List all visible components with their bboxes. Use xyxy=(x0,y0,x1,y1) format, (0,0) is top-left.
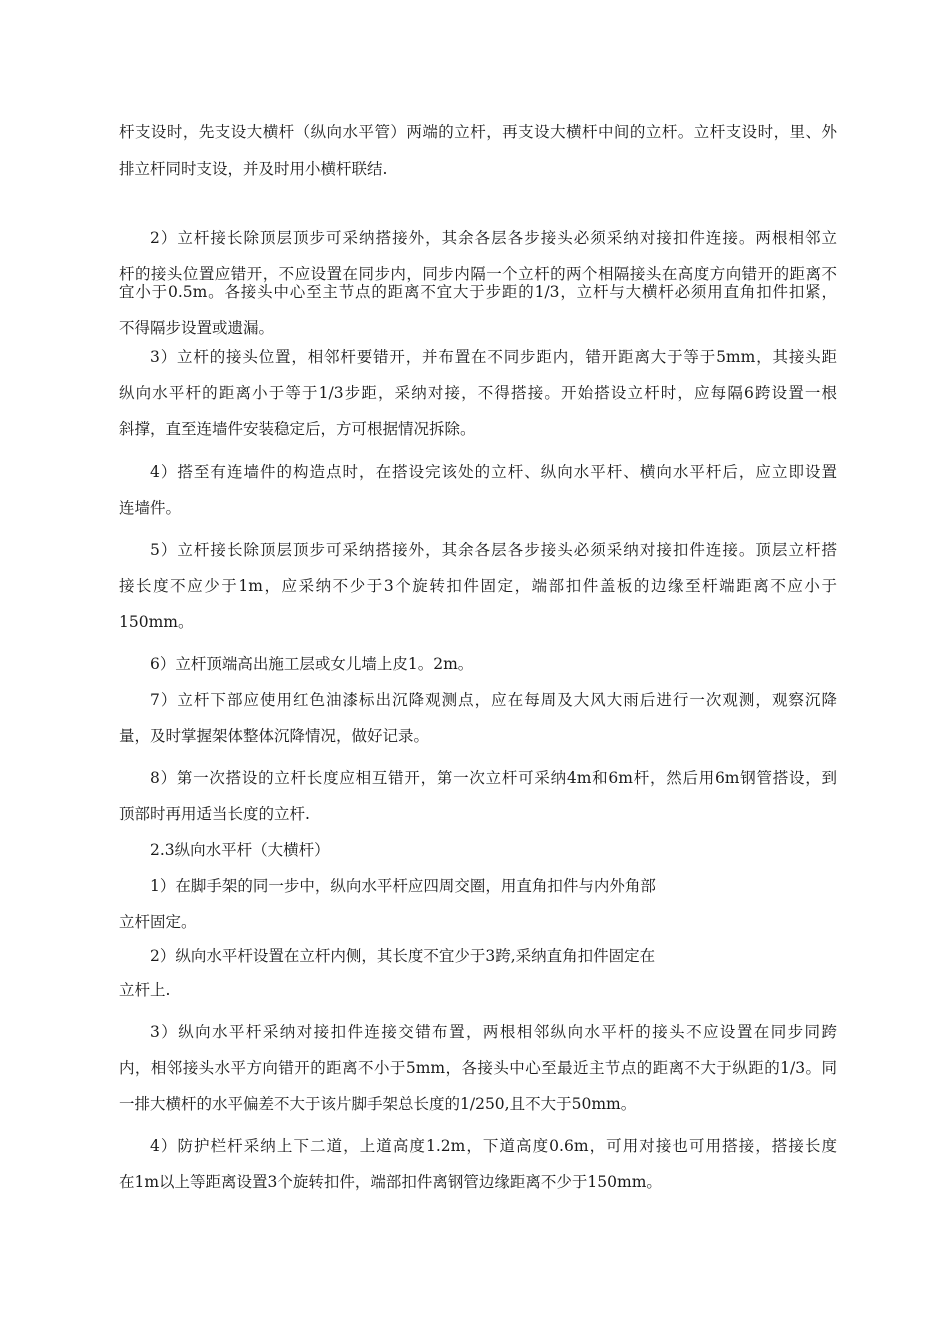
text-line: 4）搭至有连墙件的构造点时，在搭设完该处的立杆、纵向水平杆、横向水平杆后，应立即设置 xyxy=(150,463,837,481)
text-line: 150mm。 xyxy=(119,613,194,631)
text-line: 2）纵向水平杆设置在立杆内侧，其长度不宜少于3跨,采纳直角扣件固定在 xyxy=(150,947,656,965)
text-line: 1）在脚手架的同一步中，纵向水平杆应四周交圈，用直角扣件与内外角部 xyxy=(150,877,656,895)
text-line: 3）纵向水平杆采纳对接扣件连接交错布置，两根相邻纵向水平杆的接头不应设置在同步同跨 xyxy=(150,1023,837,1041)
text-line: 6）立杆顶端高出施工层或女儿墙上皮1。2m。 xyxy=(150,655,474,673)
text-line: 排立杆同时支设，并及时用小横杆联结. xyxy=(119,160,388,178)
text-line: 2）立杆接长除顶层顶步可采纳搭接外，其余各层各步接头必须采纳对接扣件连接。两根相邻立 xyxy=(150,229,837,247)
section-heading: 2.3纵向水平杆（大横杆） xyxy=(150,841,330,859)
text-line: 立杆上. xyxy=(119,981,171,999)
text-line: 4）防护栏杆采纳上下二道，上道高度1.2m，下道高度0.6m，可用对接也可用搭接，搭接长度 xyxy=(150,1137,837,1155)
text-line: 在1m以上等距离设置3个旋转扣件，端部扣件离钢管边缘距离不少于150mm。 xyxy=(119,1173,662,1191)
text-line: 宜小于0.5m。各接头中心至主节点的距离不宜大于步距的1/3，立杆与大横杆必须用直角扣件扣紧， xyxy=(119,283,837,301)
text-line: 立杆固定。 xyxy=(119,913,197,931)
text-line: 一排大横杆的水平偏差不大于该片脚手架总长度的1/250,且不大于50mm。 xyxy=(119,1095,637,1113)
text-line: 5）立杆接长除顶层顶步可采纳搭接外，其余各层各步接头必须采纳对接扣件连接。顶层立杆搭 xyxy=(150,541,837,559)
text-line: 杆支设时，先支设大横杆（纵向水平管）两端的立杆，再支设大横杆中间的立杆。立杆支设时，里、外 xyxy=(119,123,837,141)
text-line: 8）第一次搭设的立杆长度应相互错开，第一次立杆可采纳4m和6m杆，然后用6m钢管搭设，到 xyxy=(150,769,837,787)
text-line: 不得隔步设置或遗漏。 xyxy=(119,319,275,337)
text-line: 7）立杆下部应使用红色油漆标出沉降观测点，应在每周及大风大雨后进行一次观测，观察沉降 xyxy=(150,691,837,709)
text-line: 内，相邻接头水平方向错开的距离不小于5mm，各接头中心至最近主节点的距离不大于纵距的1/3。同 xyxy=(119,1059,837,1077)
text-line: 顶部时再用适当长度的立杆. xyxy=(119,805,310,823)
text-line: 杆的接头位置应错开，不应设置在同步内，同步内隔一个立杆的两个相隔接头在高度方向错开的距离不 xyxy=(119,265,837,283)
text-line: 接长度不应少于1m，应采纳不少于3个旋转扣件固定，端部扣件盖板的边缘至杆端距离不应小于 xyxy=(119,577,837,595)
text-line: 斜撑，直至连墙件安装稳定后，方可根据情况拆除。 xyxy=(119,420,476,438)
text-line: 连墙件。 xyxy=(119,499,182,517)
text-line: 量，及时掌握架体整体沉降情况，做好记录。 xyxy=(119,727,430,745)
text-line: 纵向水平杆的距离小于等于1/3步距，采纳对接，不得搭接。开始搭设立杆时，应每隔6跨设置一根 xyxy=(119,384,837,402)
text-line: 3）立杆的接头位置，相邻杆要错开，并布置在不同步距内，错开距离大于等于5mm，其接头距 xyxy=(150,348,837,366)
